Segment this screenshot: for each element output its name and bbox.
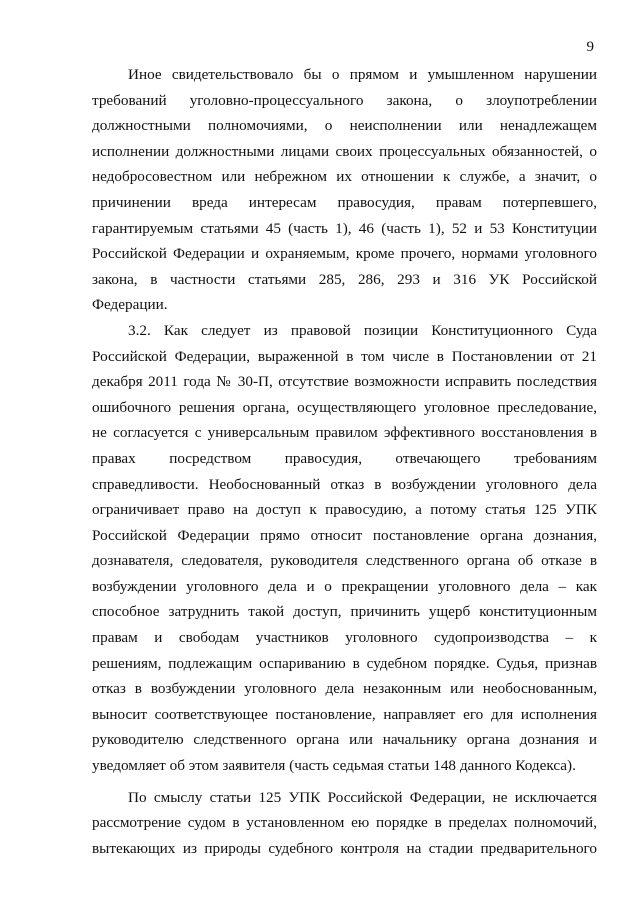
text-line: отказ в возбуждении уголовного дела незаконным или необоснованным,	[92, 680, 597, 698]
text-line: способное затруднить такой доступ, причинить ущерб конституционным	[92, 603, 597, 621]
text-line: требований уголовно-процессуального закона, о злоупотреблении	[92, 91, 597, 109]
text-line: Российской Федерации и охраняемым, кроме прочего, нормами уголовного	[92, 245, 597, 263]
text-line: 3.2. Как следует из правовой позиции Конституционного Суда	[128, 321, 597, 339]
text-line: Федерации.	[92, 296, 168, 314]
paragraph-1	[92, 62, 597, 318]
text-line: причинении вреда интересам правосудия, правам потерпевшего,	[92, 193, 597, 211]
text-line: исполнении должностными лицами своих процессуальных обязанностей, о	[92, 142, 597, 160]
text-line: гарантируемым статьями 45 (часть 1), 46 (часть 1), 52 и 53 Конституции	[92, 219, 597, 237]
text-line: не согласуется с универсальным правилом эффективного восстановления в	[92, 424, 597, 442]
text-line: ограничивает право на доступ к правосудию, а потому статья 125 УПК	[92, 501, 597, 519]
text-line: декабря 2011 года № 30-П, отсутствие возможности исправить последствия	[92, 373, 597, 391]
text-line: закона, в частности статьями 285, 286, 293 и 316 УК Российской	[92, 270, 597, 288]
text-line: Иное свидетельствовало бы о прямом и умышленном нарушении	[128, 66, 597, 83]
text-line: вытекающих из природы судебного контроля на стадии предварительного	[92, 839, 597, 857]
text-line: ошибочного решения органа, осуществляющего уголовное преследование,	[92, 398, 597, 416]
text-line: уведомляет об этом заявителя (часть седьмая статьи 148 данного Кодекса).	[92, 757, 576, 775]
text-line: Российской Федерации, выраженной в том числе в Постановлении от 21	[92, 347, 597, 365]
text-line: Российской Федерации прямо относит постановление органа дознания,	[92, 526, 597, 544]
page-number: 9	[586, 39, 594, 55]
text-line: рассмотрение судом в установленном ею порядке в пределах полномочий,	[92, 814, 597, 832]
paragraph-2	[92, 318, 597, 779]
paragraph-3	[92, 785, 597, 862]
text-line: недобросовестном или небрежном их отношении к службе, а значит, о	[92, 168, 597, 186]
text-line: выносит соответствующее постановление, направляет его для исполнения	[92, 705, 597, 723]
text-line: правам и свободам участников уголовного судопроизводства – к	[92, 629, 597, 647]
text-line: По смыслу статьи 125 УПК Российской Федерации, не исключается	[128, 788, 597, 806]
text-line: возбуждении уголовного дела и о прекращении уголовного дела – как	[92, 577, 597, 595]
text-line: руководителю следственного органа или начальнику органа дознания и	[92, 731, 597, 749]
text-line: решениям, подлежащим оспариванию в судебном порядке. Судья, признав	[92, 654, 597, 672]
text-line: справедливости. Необоснованный отказ в возбуждении уголовного дела	[92, 475, 597, 493]
text-line: правах посредством правосудия, отвечающего требованиям	[92, 449, 597, 467]
text-line: дознавателя, следователя, руководителя следственного органа об отказе в	[92, 552, 597, 570]
document-body	[92, 62, 597, 861]
text-line: должностными полномочиями, о неисполнении или ненадлежащем	[92, 117, 597, 135]
